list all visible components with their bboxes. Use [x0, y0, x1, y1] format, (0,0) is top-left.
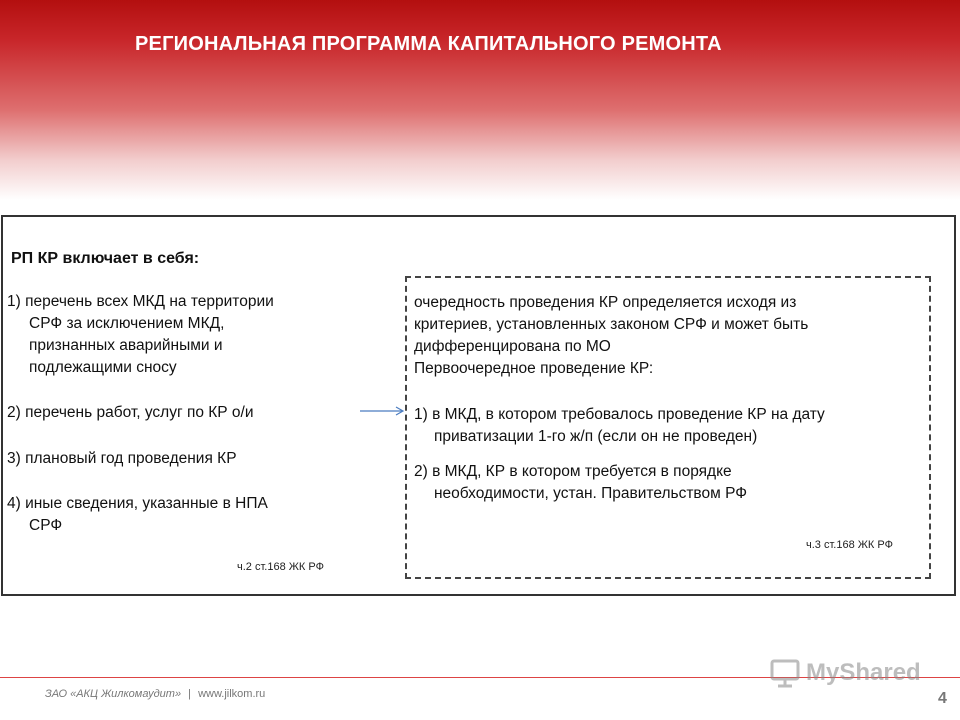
footer-text — [45, 688, 265, 700]
list-item-2: 2) перечень работ, услуг по КР о/и — [7, 404, 254, 421]
presentation-icon — [768, 658, 802, 688]
list-item-1-line4: подлежащими сносу — [29, 359, 177, 376]
header-banner — [0, 0, 960, 200]
criteria-box — [405, 276, 931, 579]
page-number: 4 — [938, 690, 947, 707]
list-item-1 — [7, 291, 274, 379]
watermark — [768, 658, 921, 688]
right-law-reference: ч.3 ст.168 ЖК РФ — [806, 539, 893, 551]
priority-item-2-line2: необходимости, устан. Правительством РФ — [434, 485, 748, 502]
footer-separator: | — [188, 688, 191, 700]
footer-company: ЗАО «АКЦ Жилкомаудит» — [45, 688, 182, 700]
left-law-reference: ч.2 ст.168 ЖК РФ — [237, 561, 324, 573]
list-item-4-line1: 4) иные сведения, указанные в НПА — [7, 495, 268, 512]
list-item-3: 3) плановый год проведения КР — [7, 450, 237, 467]
page-title: РЕГИОНАЛЬНАЯ ПРОГРАММА КАПИТАЛЬНОГО РЕМОНТА — [135, 33, 722, 55]
list-item-1-line1: 1) перечень всех МКД на территории — [7, 293, 274, 310]
priority-item-2-line1: 2) в МКД, КР в котором требуется в порядке — [414, 463, 732, 480]
list-item-4-line2: СРФ — [29, 517, 63, 534]
criteria-paragraph — [414, 292, 808, 380]
section-heading: РП КР включает в себя: — [11, 250, 200, 267]
arrow-right-icon — [358, 404, 408, 418]
list-item-4 — [7, 493, 268, 537]
priority-item-1-line1: 1) в МКД, в котором требовалось проведение КР на дату — [414, 406, 825, 423]
priority-item-2 — [414, 461, 747, 505]
criteria-line2: критериев, установленных законом СРФ и может быть — [414, 316, 809, 333]
content-box — [1, 215, 956, 596]
criteria-line3: дифференцирована по МО — [414, 338, 611, 355]
list-item-1-line3: признанных аварийными и — [29, 337, 223, 354]
priority-item-1 — [414, 404, 825, 448]
criteria-line1: очередность проведения КР определяется исходя из — [414, 294, 797, 311]
criteria-line4: Первоочередное проведение КР: — [414, 360, 654, 377]
priority-item-1-line2: приватизации 1-го ж/п (если он не проведен) — [434, 428, 758, 445]
footer-site-link[interactable]: www.jilkom.ru — [198, 688, 266, 700]
watermark-text: MyShared — [806, 659, 921, 686]
list-item-1-line2: СРФ за исключением МКД, — [29, 315, 225, 332]
